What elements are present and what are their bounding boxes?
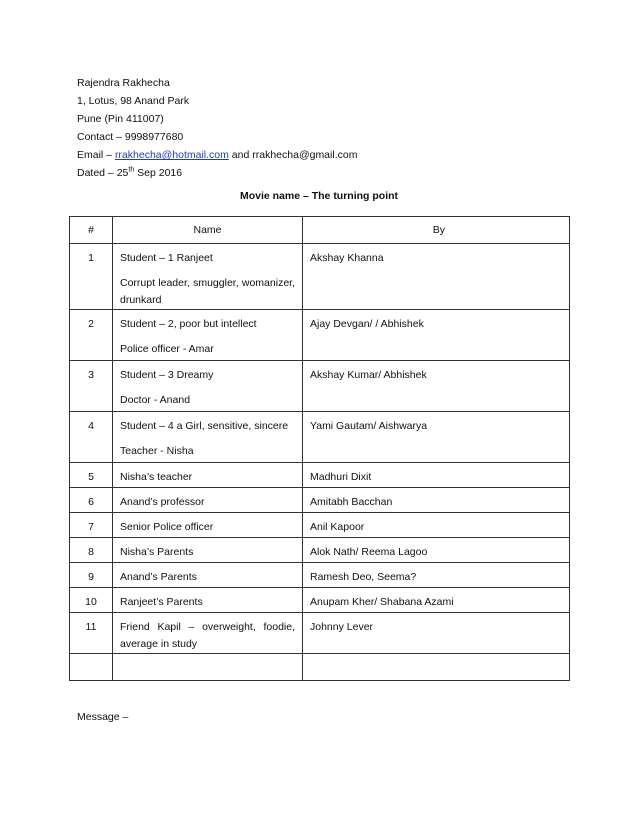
role-line: Student – 1 Ranjeet	[120, 252, 213, 264]
dated-ordinal: th	[128, 166, 135, 174]
role-description: Doctor - Anand	[120, 394, 191, 406]
table-row	[70, 563, 570, 588]
address-line-2: Pune (Pin 411007)	[77, 113, 164, 125]
table-row	[70, 488, 570, 513]
table-row	[70, 361, 570, 412]
row-actor: Alok Nath/ Reema Lagoo	[303, 538, 570, 563]
row-name: Nisha’s Parents	[113, 538, 303, 563]
row-number: 4	[70, 412, 113, 463]
row-name: Anand’s professor	[113, 488, 303, 513]
empty-cell	[70, 654, 113, 681]
row-actor: Ramesh Deo, Seema?	[303, 563, 570, 588]
row-actor: Ajay Devgan/ / Abhishek	[303, 310, 570, 361]
row-name: Anand’s Parents	[113, 563, 303, 588]
row-name	[113, 244, 303, 310]
header-by: By	[303, 217, 570, 244]
row-name: Nisha’s teacher	[113, 463, 303, 488]
empty-cell	[113, 654, 303, 681]
table-row	[70, 310, 570, 361]
empty-cell	[303, 654, 570, 681]
table-row	[70, 463, 570, 488]
address-line-1: 1, Lotus, 98 Anand Park	[77, 95, 190, 107]
table-row	[70, 588, 570, 613]
email-gmail: rrakhecha@gmail.com	[252, 149, 358, 161]
row-actor: Anupam Kher/ Shabana Azami	[303, 588, 570, 613]
row-name	[113, 412, 303, 463]
sender-address-block	[77, 74, 357, 182]
email-line	[77, 146, 357, 164]
header-number: #	[70, 217, 113, 244]
row-number: 8	[70, 538, 113, 563]
row-actor: Yami Gautam/ Aishwarya	[303, 412, 570, 463]
role-description: Teacher - Nisha	[120, 445, 194, 457]
table-row	[70, 613, 570, 654]
movie-title: Movie name – The turning point	[239, 190, 399, 202]
dated-suffix: Sep 2016	[134, 167, 183, 179]
table-row	[70, 513, 570, 538]
row-number: 9	[70, 563, 113, 588]
row-number: 6	[70, 488, 113, 513]
row-name: Friend Kapil – overweight, foodie, average in study	[113, 613, 303, 654]
email-link-hotmail[interactable]: rrakhecha@hotmail.com	[114, 149, 229, 161]
role-description: Corrupt leader, smuggler, womanizer, drunkard	[120, 277, 295, 306]
row-actor: Akshay Kumar/ Abhishek	[303, 361, 570, 412]
row-name	[113, 310, 303, 361]
row-number: 10	[70, 588, 113, 613]
row-actor: Johnny Lever	[303, 613, 570, 654]
row-number: 7	[70, 513, 113, 538]
row-number: 1	[70, 244, 113, 310]
row-actor: Anil Kapoor	[303, 513, 570, 538]
row-number: 2	[70, 310, 113, 361]
row-number: 3	[70, 361, 113, 412]
cast-table	[69, 216, 570, 681]
role-description: Police officer - Amar	[120, 343, 214, 355]
role-line: Student – 2, poor but intellect	[120, 318, 257, 330]
row-name	[113, 361, 303, 412]
table-row-empty	[70, 654, 570, 681]
header-name: Name	[113, 217, 303, 244]
email-conjunction: and	[228, 149, 253, 161]
row-name: Senior Police officer	[113, 513, 303, 538]
dated-prefix: Dated – 25	[77, 167, 129, 179]
row-name: Ranjeet’s Parents	[113, 588, 303, 613]
role-line: Student – 4 a Girl, sensitive, sincere	[120, 420, 289, 432]
sender-name: Rajendra Rakhecha	[77, 77, 170, 89]
message-label: Message –	[77, 711, 129, 723]
role-line: Student – 3 Dreamy	[120, 369, 214, 381]
contact-line: Contact – 9998977680	[77, 131, 184, 143]
table-row	[70, 412, 570, 463]
dated-line	[77, 164, 357, 182]
row-actor: Madhuri Dixit	[303, 463, 570, 488]
row-number: 5	[70, 463, 113, 488]
row-number: 11	[70, 613, 113, 654]
row-actor: Akshay Khanna	[303, 244, 570, 310]
table-row	[70, 538, 570, 563]
row-actor: Amitabh Bacchan	[303, 488, 570, 513]
email-prefix: Email –	[77, 149, 115, 161]
table-header-row	[70, 217, 570, 244]
table-row	[70, 244, 570, 310]
